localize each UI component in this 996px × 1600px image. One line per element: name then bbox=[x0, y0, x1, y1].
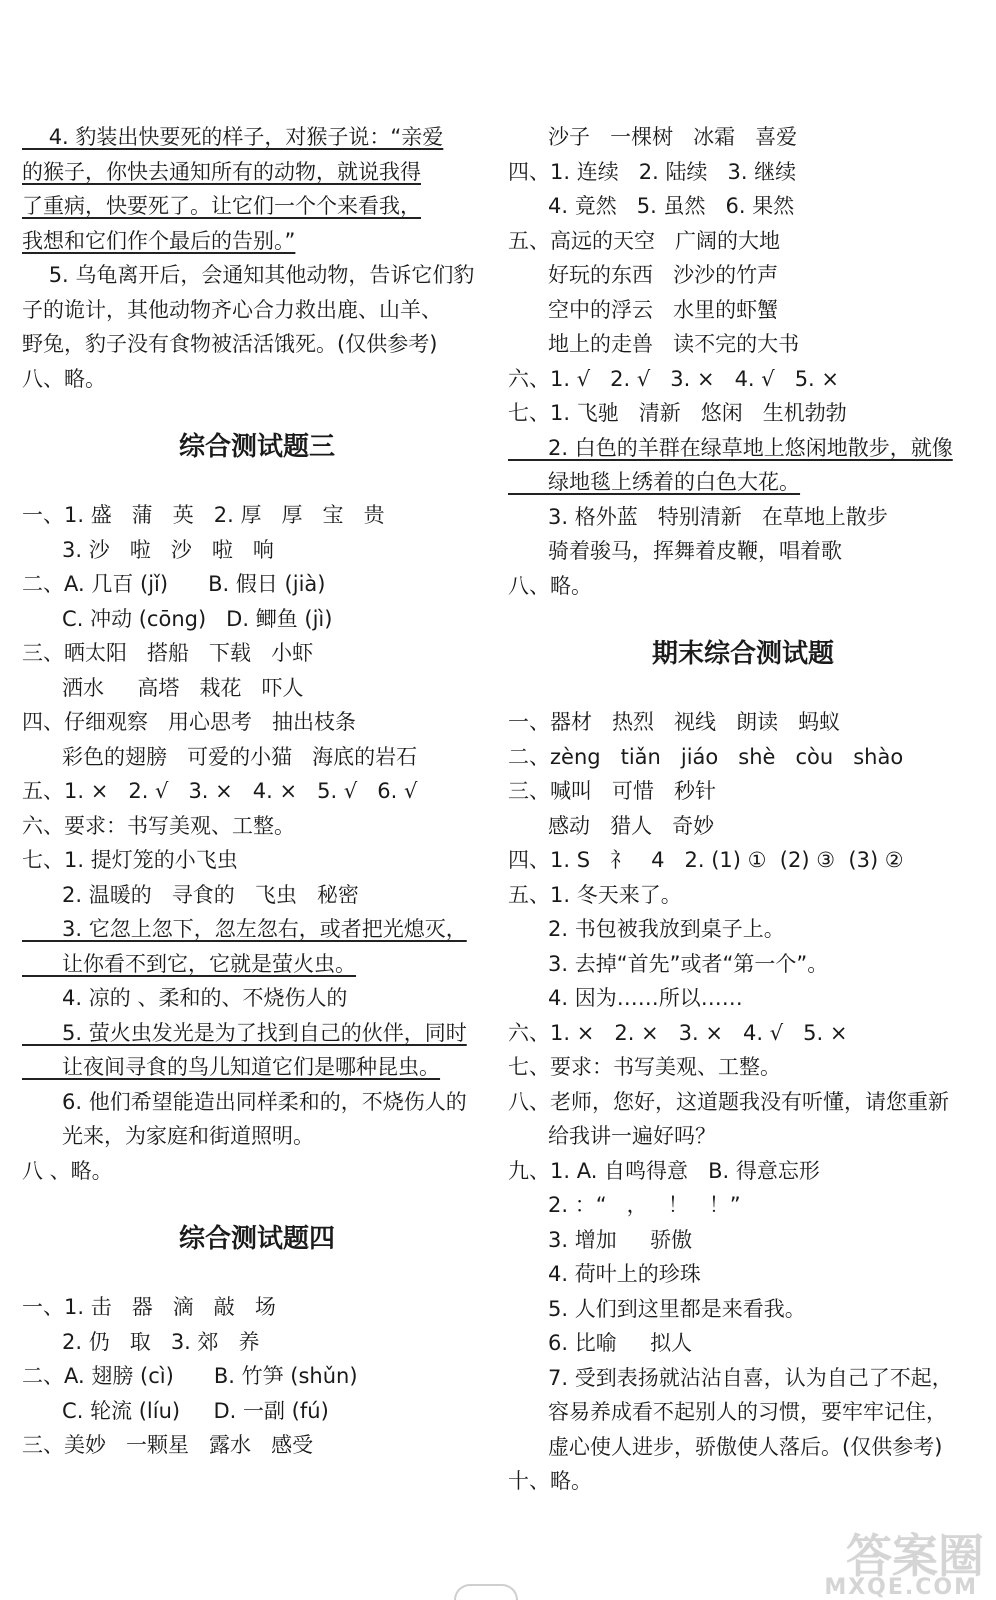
answer-line: 骑着骏马，挥舞着皮鞭，唱着歌 bbox=[508, 539, 843, 563]
answer-block-test-4 bbox=[22, 1290, 492, 1463]
answer-line: C. 轮流 (líu) D. 一副 (fú) bbox=[22, 1398, 329, 1423]
answer-line: 七、1. 飞驰 清新 悠闲 生机勃勃 bbox=[508, 401, 847, 425]
answer-line: 好玩的东西 沙沙的竹声 bbox=[508, 263, 779, 287]
answer-line: 我想和它们作个最后的告别。” bbox=[22, 228, 296, 253]
answer-line: 3. 增加 骄傲 bbox=[508, 1227, 693, 1252]
answer-line: 一、器材 热烈 视线 朗读 蚂蚁 bbox=[508, 710, 841, 734]
answer-line: 四、1. 连续 2. 陆续 3. 继续 bbox=[508, 159, 797, 184]
answer-line: 彩色的翅膀 可爱的小猫 海底的岩石 bbox=[22, 744, 418, 769]
answer-line: 5. 乌龟离开后，会通知其他动物，告诉它们豹 bbox=[22, 263, 475, 287]
watermark-url: MXQE.COM bbox=[824, 1575, 978, 1600]
answer-line: 六、要求：书写美观、工整。 bbox=[22, 813, 295, 838]
answer-line: 3. 它忽上忽下，忽左忽右，或者把光熄灭， bbox=[22, 917, 467, 941]
answer-line: 4. 竟然 5. 虽然 6. 果然 bbox=[508, 194, 795, 218]
answer-line: 二、A. 翅膀 (cì) B. 竹笋 (shǔn) bbox=[22, 1364, 358, 1388]
answer-line: 的猴子，你快去通知所有的动物，就说我得 bbox=[22, 159, 421, 184]
answer-line: 2. 白色的羊群在绿草地上悠闲地散步，就像 bbox=[508, 435, 953, 460]
answer-line: 三、晒太阳 搭船 下载 小虾 bbox=[22, 641, 314, 665]
answer-block-previous-test bbox=[22, 120, 492, 396]
answer-line: 2. ：“ ， ！ ！” bbox=[508, 1193, 741, 1217]
answer-line: 给我讲一遍好吗？ bbox=[508, 1124, 717, 1148]
answer-line: C. 冲动 (cōng) D. 鲫鱼 (jì) bbox=[22, 606, 333, 631]
answer-line: 一、1. 击 器 滴 敲 场 bbox=[22, 1295, 276, 1319]
answer-line: 八、略。 bbox=[508, 573, 592, 598]
answer-line: 3. 格外蓝 特别清新 在草地上散步 bbox=[508, 504, 888, 529]
answer-line: 2. 书包被我放到桌子上。 bbox=[508, 917, 785, 941]
right-column bbox=[508, 120, 978, 1499]
answer-line: 四、仔细观察 用心思考 抽出枝条 bbox=[22, 710, 357, 734]
answer-line: 2. 温暖的 寻食的 飞虫 秘密 bbox=[22, 882, 359, 907]
answer-line: 了重病，快要死了。让它们一个个来看我， bbox=[22, 194, 421, 218]
answer-line: 九、1. A. 自鸣得意 B. 得意忘形 bbox=[508, 1158, 820, 1183]
page-number-badge bbox=[454, 1584, 518, 1600]
answer-line: 三、美妙 一颗星 露水 感受 bbox=[22, 1433, 314, 1457]
answer-line: 三、喊叫 可惜 秒针 bbox=[508, 779, 717, 803]
answer-line: 光来，为家庭和街道照明。 bbox=[22, 1124, 315, 1148]
answer-block-test-4-continued bbox=[508, 120, 978, 603]
answer-line: 4. 豹装出快要死的样子，对猴子说：“亲爱 bbox=[22, 125, 444, 149]
answer-line: 6. 比喻 拟人 bbox=[508, 1331, 693, 1355]
answer-line: 六、1. × 2. × 3. × 4. √ 5. × bbox=[508, 1020, 848, 1045]
answer-line: 二、zèng tiǎn jiáo shè còu shào bbox=[508, 744, 904, 769]
answer-line: 八、老师，您好，这道题我没有听懂，请您重新 bbox=[508, 1089, 949, 1114]
answer-line: 子的诡计，其他动物齐心合力救出鹿、山羊、 bbox=[22, 297, 442, 322]
answer-line: 野兔，豹子没有食物被活活饿死。(仅供参考) bbox=[22, 332, 438, 356]
answer-line: 4. 荷叶上的珍珠 bbox=[508, 1262, 701, 1286]
answer-line: 2. 仍 取 3. 郊 养 bbox=[22, 1329, 260, 1354]
section-title-test-3: 综合测试题三 bbox=[178, 432, 335, 462]
answer-line: 让夜间寻食的鸟儿知道它们是哪种昆虫。 bbox=[22, 1055, 441, 1079]
answer-line: 虚心使人进步，骄傲使人落后。(仅供参考) bbox=[508, 1434, 943, 1459]
answer-line: 空中的浮云 水里的虾蟹 bbox=[508, 297, 779, 322]
left-column bbox=[22, 120, 492, 1463]
answer-line: 七、要求：书写美观、工整。 bbox=[508, 1055, 781, 1079]
answer-line: 3. 沙 啦 沙 啦 响 bbox=[22, 537, 274, 562]
answer-line: 3. 去掉“首先”或者“第一个”。 bbox=[508, 951, 829, 976]
answer-line: 五、1. 冬天来了。 bbox=[508, 882, 682, 907]
answer-line: 5. 人们到这里都是来看我。 bbox=[508, 1296, 806, 1321]
answer-line: 4. 凉的 、柔和的、不烧伤人的 bbox=[22, 986, 348, 1010]
answer-line: 5. 萤火虫发光是为了找到自己的伙伴，同时 bbox=[22, 1020, 467, 1045]
answer-line: 感动 猎人 奇妙 bbox=[508, 813, 715, 838]
answer-line: 4. 因为……所以…… bbox=[508, 986, 743, 1010]
answer-line: 让你看不到它，它就是萤火虫。 bbox=[22, 951, 357, 976]
answer-line: 五、高远的天空 广阔的大地 bbox=[508, 228, 781, 253]
answer-line: 沙子 一棵树 冰霜 喜爱 bbox=[508, 125, 798, 149]
answer-line: 六、1. √ 2. √ 3. × 4. √ 5. × bbox=[508, 366, 839, 391]
answer-line: 地上的走兽 读不完的大书 bbox=[508, 332, 800, 356]
answer-line: 八、略。 bbox=[22, 366, 106, 391]
answer-block-test-3 bbox=[22, 498, 492, 1188]
answer-line: 五、1. × 2. √ 3. × 4. × 5. √ 6. √ bbox=[22, 779, 418, 803]
section-title-final-test: 期末综合测试题 bbox=[651, 639, 834, 669]
answer-line: 6. 他们希望能造出同样柔和的，不烧伤人的 bbox=[22, 1089, 467, 1114]
watermark-logo: 答案圈 bbox=[846, 1529, 984, 1583]
answer-line: 二、A. 几百 (jǐ) B. 假日 (jià) bbox=[22, 572, 326, 596]
answer-line: 一、1. 盛 蒲 英 2. 厚 厚 宝 贵 bbox=[22, 503, 385, 527]
answer-line: 八 、略。 bbox=[22, 1158, 113, 1183]
answer-line: 四、1. S 礻 4 2. (1) ① (2) ③ (3) ② bbox=[508, 848, 904, 872]
answer-line: 七、1. 提灯笼的小飞虫 bbox=[22, 848, 238, 872]
answer-line: 7. 受到表扬就沾沾自喜，认为自己了不起， bbox=[508, 1365, 953, 1390]
answer-line: 十、略。 bbox=[508, 1469, 592, 1493]
answer-line: 洒水 高塔 栽花 吓人 bbox=[22, 675, 304, 700]
answer-line: 容易养成看不起别人的习惯，要牢牢记住， bbox=[508, 1400, 948, 1424]
section-title-test-4: 综合测试题四 bbox=[178, 1224, 335, 1254]
answer-block-final-test bbox=[508, 705, 978, 1499]
answer-line: 绿地毯上绣着的白色大花。 bbox=[508, 470, 801, 494]
